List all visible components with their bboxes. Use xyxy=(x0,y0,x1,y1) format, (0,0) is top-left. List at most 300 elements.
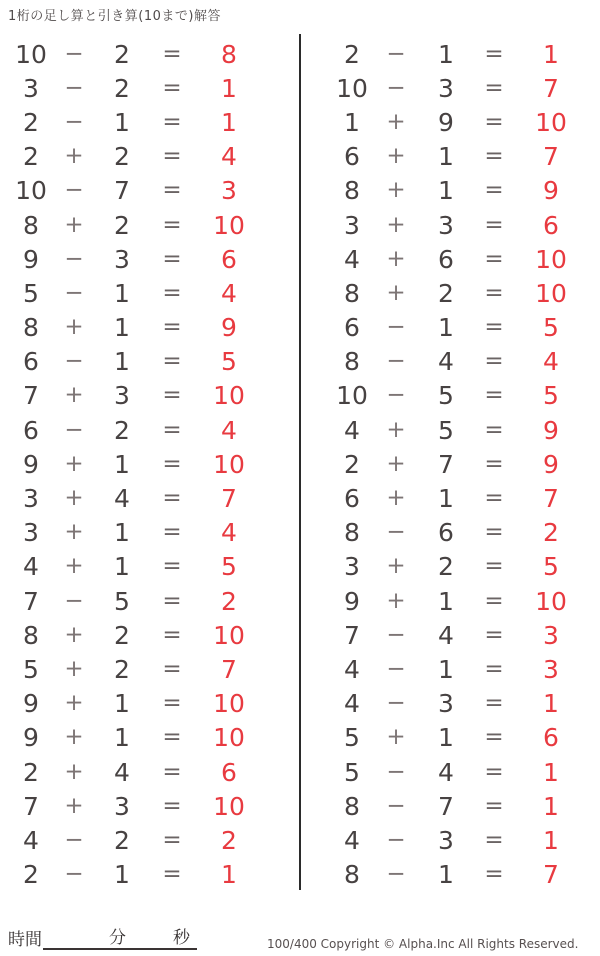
operand-a: 4 xyxy=(344,415,360,445)
problem-row xyxy=(8,550,264,584)
problem-row xyxy=(330,858,588,892)
operand-a: 7 xyxy=(23,586,39,616)
problem-row xyxy=(8,721,264,755)
operand-b: 2 xyxy=(114,825,130,855)
operand-a: 8 xyxy=(344,278,360,308)
equals-sign: = xyxy=(484,861,504,888)
operand-a: 6 xyxy=(344,142,360,172)
operator: + xyxy=(386,211,406,238)
operand-a: 9 xyxy=(23,244,39,274)
operator: + xyxy=(64,792,84,819)
operand-b: 2 xyxy=(438,278,454,308)
operand-b: 3 xyxy=(438,210,454,240)
time-blank-line xyxy=(43,926,197,950)
answer: 2 xyxy=(221,586,237,616)
operand-b: 4 xyxy=(114,757,130,787)
problem-row xyxy=(8,379,264,413)
problem-row xyxy=(330,823,588,857)
equals-sign: = xyxy=(484,74,504,101)
operand-a: 3 xyxy=(23,518,39,548)
equals-sign: = xyxy=(484,382,504,409)
problem-row xyxy=(330,721,588,755)
problem-row xyxy=(330,37,588,71)
equals-sign: = xyxy=(484,826,504,853)
answer: 3 xyxy=(543,654,559,684)
operand-b: 4 xyxy=(438,620,454,650)
operand-a: 7 xyxy=(23,791,39,821)
operator: − xyxy=(64,245,84,272)
equals-sign: = xyxy=(162,655,182,682)
operand-b: 1 xyxy=(438,484,454,514)
equals-sign: = xyxy=(162,450,182,477)
operator: − xyxy=(64,416,84,443)
problem-row xyxy=(8,345,264,379)
answer: 9 xyxy=(543,176,559,206)
operand-b: 5 xyxy=(114,586,130,616)
operand-b: 2 xyxy=(114,415,130,445)
equals-sign: = xyxy=(162,245,182,272)
operand-b: 1 xyxy=(114,552,130,582)
operand-b: 1 xyxy=(114,313,130,343)
operand-a: 4 xyxy=(344,689,360,719)
answer: 1 xyxy=(543,757,559,787)
problem-row xyxy=(330,105,588,139)
operator: + xyxy=(64,655,84,682)
answer: 10 xyxy=(213,381,245,411)
answer: 2 xyxy=(543,518,559,548)
answer: 7 xyxy=(543,860,559,890)
operand-a: 10 xyxy=(336,381,368,411)
equals-sign: = xyxy=(484,587,504,614)
equals-sign: = xyxy=(484,348,504,375)
operand-b: 2 xyxy=(438,552,454,582)
equals-sign: = xyxy=(484,485,504,512)
operand-b: 1 xyxy=(438,654,454,684)
operand-a: 4 xyxy=(344,244,360,274)
answer: 10 xyxy=(535,586,567,616)
operator: + xyxy=(64,450,84,477)
copyright-text: 100/400 Copyright © Alpha.Inc All Rights Reserved. xyxy=(267,937,579,951)
operand-b: 7 xyxy=(438,791,454,821)
equals-sign: = xyxy=(484,108,504,135)
operand-b: 1 xyxy=(114,723,130,753)
problem-row xyxy=(8,208,264,242)
time-label: 時間 xyxy=(8,930,42,950)
operand-a: 4 xyxy=(23,552,39,582)
problem-row xyxy=(330,789,588,823)
operand-b: 6 xyxy=(438,244,454,274)
operand-b: 1 xyxy=(114,347,130,377)
answer: 6 xyxy=(543,210,559,240)
problem-row xyxy=(8,858,264,892)
operand-b: 4 xyxy=(438,347,454,377)
operand-b: 1 xyxy=(114,107,130,137)
problem-row xyxy=(330,208,588,242)
operand-a: 6 xyxy=(344,484,360,514)
operand-a: 2 xyxy=(23,860,39,890)
equals-sign: = xyxy=(484,792,504,819)
problem-row xyxy=(8,652,264,686)
equals-sign: = xyxy=(162,587,182,614)
equals-sign: = xyxy=(484,314,504,341)
operand-a: 8 xyxy=(344,860,360,890)
answer: 10 xyxy=(213,449,245,479)
operand-a: 7 xyxy=(23,381,39,411)
answer: 10 xyxy=(213,723,245,753)
operand-b: 9 xyxy=(438,107,454,137)
operator: + xyxy=(386,553,406,580)
equals-sign: = xyxy=(162,143,182,170)
answer: 1 xyxy=(221,860,237,890)
answer: 6 xyxy=(221,244,237,274)
problem-row xyxy=(330,379,588,413)
equals-sign: = xyxy=(484,245,504,272)
operator: − xyxy=(386,690,406,717)
problem-row xyxy=(8,447,264,481)
answer: 7 xyxy=(543,142,559,172)
equals-sign: = xyxy=(162,485,182,512)
operand-b: 3 xyxy=(114,244,130,274)
operand-a: 9 xyxy=(23,689,39,719)
operator: + xyxy=(64,314,84,341)
equals-sign: = xyxy=(484,177,504,204)
problem-row xyxy=(330,687,588,721)
operator: + xyxy=(64,621,84,648)
answer: 2 xyxy=(221,825,237,855)
answer: 3 xyxy=(543,620,559,650)
problem-row xyxy=(330,584,588,618)
operator: − xyxy=(64,74,84,101)
problem-row xyxy=(8,140,264,174)
answer: 10 xyxy=(535,278,567,308)
operator: − xyxy=(386,826,406,853)
answer: 7 xyxy=(221,654,237,684)
answer: 5 xyxy=(543,381,559,411)
operand-b: 1 xyxy=(114,860,130,890)
operand-b: 1 xyxy=(438,39,454,69)
operand-a: 2 xyxy=(23,757,39,787)
operator: + xyxy=(386,245,406,272)
answer: 1 xyxy=(221,73,237,103)
answer: 4 xyxy=(221,518,237,548)
problem-row xyxy=(8,105,264,139)
answer: 1 xyxy=(543,791,559,821)
problem-row xyxy=(8,687,264,721)
equals-sign: = xyxy=(484,416,504,443)
operand-a: 10 xyxy=(15,39,47,69)
operator: − xyxy=(386,314,406,341)
operator: + xyxy=(386,485,406,512)
answer: 1 xyxy=(543,689,559,719)
answer: 4 xyxy=(543,347,559,377)
problem-row xyxy=(8,311,264,345)
answer: 10 xyxy=(213,620,245,650)
problems-column-right xyxy=(330,37,588,892)
operator: + xyxy=(386,416,406,443)
operand-a: 3 xyxy=(344,210,360,240)
operator: − xyxy=(386,519,406,546)
operand-a: 9 xyxy=(23,723,39,753)
column-divider-line xyxy=(299,34,301,890)
operand-a: 8 xyxy=(23,313,39,343)
answer: 7 xyxy=(221,484,237,514)
operator: − xyxy=(386,348,406,375)
answer: 4 xyxy=(221,142,237,172)
equals-sign: = xyxy=(484,621,504,648)
operator: − xyxy=(64,861,84,888)
operand-a: 4 xyxy=(344,654,360,684)
equals-sign: = xyxy=(162,348,182,375)
operator: + xyxy=(64,485,84,512)
operand-a: 2 xyxy=(344,39,360,69)
operand-b: 2 xyxy=(114,620,130,650)
page-title: 1桁の足し算と引き算(10まで)解答 xyxy=(8,9,221,24)
problem-row xyxy=(8,276,264,310)
operand-a: 3 xyxy=(23,73,39,103)
problem-row xyxy=(8,789,264,823)
operand-a: 10 xyxy=(15,176,47,206)
operator: + xyxy=(386,450,406,477)
equals-sign: = xyxy=(484,40,504,67)
problem-row xyxy=(330,447,588,481)
problem-row xyxy=(8,71,264,105)
answer: 3 xyxy=(221,176,237,206)
operator: − xyxy=(64,108,84,135)
operand-a: 9 xyxy=(344,586,360,616)
problem-row xyxy=(330,618,588,652)
operand-b: 3 xyxy=(114,381,130,411)
answer: 10 xyxy=(535,107,567,137)
problem-row xyxy=(8,584,264,618)
operator: − xyxy=(386,792,406,819)
equals-sign: = xyxy=(162,416,182,443)
operator: − xyxy=(386,758,406,785)
problem-row xyxy=(8,242,264,276)
equals-sign: = xyxy=(484,553,504,580)
operand-a: 3 xyxy=(23,484,39,514)
problem-row xyxy=(330,516,588,550)
operand-b: 3 xyxy=(114,791,130,821)
equals-sign: = xyxy=(484,143,504,170)
operand-b: 5 xyxy=(438,415,454,445)
answer: 4 xyxy=(221,278,237,308)
operator: + xyxy=(386,587,406,614)
problem-row xyxy=(8,755,264,789)
problem-row xyxy=(330,311,588,345)
operand-a: 6 xyxy=(344,313,360,343)
problem-row xyxy=(330,345,588,379)
operand-b: 7 xyxy=(438,449,454,479)
operand-a: 5 xyxy=(23,278,39,308)
problem-row xyxy=(330,140,588,174)
operand-b: 6 xyxy=(438,518,454,548)
equals-sign: = xyxy=(484,211,504,238)
equals-sign: = xyxy=(162,108,182,135)
operator: + xyxy=(64,211,84,238)
operator: + xyxy=(64,758,84,785)
operator: − xyxy=(386,655,406,682)
equals-sign: = xyxy=(484,724,504,751)
answer: 10 xyxy=(213,791,245,821)
problem-row xyxy=(8,413,264,447)
operand-a: 8 xyxy=(344,347,360,377)
operator: − xyxy=(386,382,406,409)
equals-sign: = xyxy=(162,211,182,238)
operand-a: 6 xyxy=(23,347,39,377)
problem-row xyxy=(330,242,588,276)
operand-b: 5 xyxy=(438,381,454,411)
operator: + xyxy=(64,143,84,170)
operand-b: 1 xyxy=(438,860,454,890)
problem-row xyxy=(8,481,264,515)
operator: + xyxy=(386,143,406,170)
operator: − xyxy=(386,40,406,67)
operator: + xyxy=(64,690,84,717)
operand-b: 1 xyxy=(438,313,454,343)
operator: − xyxy=(386,621,406,648)
operator: + xyxy=(64,519,84,546)
operator: + xyxy=(386,724,406,751)
answer: 1 xyxy=(543,825,559,855)
answer: 1 xyxy=(221,107,237,137)
operand-b: 2 xyxy=(114,210,130,240)
equals-sign: = xyxy=(162,861,182,888)
operator: − xyxy=(386,74,406,101)
operand-a: 5 xyxy=(344,757,360,787)
operand-b: 2 xyxy=(114,39,130,69)
operator: − xyxy=(64,177,84,204)
operand-a: 8 xyxy=(344,176,360,206)
answer: 5 xyxy=(221,347,237,377)
operand-a: 8 xyxy=(23,210,39,240)
problem-row xyxy=(330,550,588,584)
seconds-unit-label: 秒 xyxy=(173,928,190,948)
operand-a: 2 xyxy=(344,449,360,479)
answer: 7 xyxy=(543,484,559,514)
equals-sign: = xyxy=(484,279,504,306)
equals-sign: = xyxy=(162,314,182,341)
equals-sign: = xyxy=(162,826,182,853)
problem-row xyxy=(330,481,588,515)
operand-a: 2 xyxy=(23,142,39,172)
answer: 10 xyxy=(213,689,245,719)
time-entry-area xyxy=(8,926,197,950)
answer: 9 xyxy=(221,313,237,343)
equals-sign: = xyxy=(162,758,182,785)
equals-sign: = xyxy=(162,279,182,306)
operand-b: 1 xyxy=(114,449,130,479)
answer: 8 xyxy=(221,39,237,69)
operand-a: 7 xyxy=(344,620,360,650)
answer: 6 xyxy=(221,757,237,787)
problem-row xyxy=(330,174,588,208)
minutes-unit-label: 分 xyxy=(109,928,126,948)
operand-a: 4 xyxy=(344,825,360,855)
operand-a: 2 xyxy=(23,107,39,137)
answer: 6 xyxy=(543,723,559,753)
answer: 7 xyxy=(543,73,559,103)
problem-row xyxy=(8,37,264,71)
equals-sign: = xyxy=(484,519,504,546)
operand-a: 3 xyxy=(344,552,360,582)
answer: 10 xyxy=(535,244,567,274)
equals-sign: = xyxy=(162,553,182,580)
problem-row xyxy=(8,823,264,857)
equals-sign: = xyxy=(162,177,182,204)
operator: − xyxy=(386,861,406,888)
equals-sign: = xyxy=(162,621,182,648)
operand-b: 1 xyxy=(438,723,454,753)
answer: 5 xyxy=(543,313,559,343)
operand-b: 1 xyxy=(114,278,130,308)
answer: 9 xyxy=(543,415,559,445)
equals-sign: = xyxy=(484,655,504,682)
operand-a: 10 xyxy=(336,73,368,103)
operand-b: 2 xyxy=(114,654,130,684)
operand-b: 1 xyxy=(438,586,454,616)
operand-a: 9 xyxy=(23,449,39,479)
operator: + xyxy=(64,724,84,751)
problem-row xyxy=(330,413,588,447)
equals-sign: = xyxy=(162,40,182,67)
operand-b: 4 xyxy=(114,484,130,514)
operand-b: 1 xyxy=(438,142,454,172)
operand-a: 5 xyxy=(23,654,39,684)
answer: 1 xyxy=(543,39,559,69)
operator: + xyxy=(386,279,406,306)
operand-a: 4 xyxy=(23,825,39,855)
operator: + xyxy=(386,108,406,135)
operand-b: 1 xyxy=(114,518,130,548)
operator: + xyxy=(386,177,406,204)
operand-a: 1 xyxy=(344,107,360,137)
equals-sign: = xyxy=(162,792,182,819)
operand-b: 2 xyxy=(114,73,130,103)
operator: − xyxy=(64,279,84,306)
problem-row xyxy=(330,652,588,686)
operand-b: 7 xyxy=(114,176,130,206)
problems-column-left xyxy=(8,37,264,892)
equals-sign: = xyxy=(162,519,182,546)
equals-sign: = xyxy=(162,74,182,101)
operator: − xyxy=(64,587,84,614)
problem-row xyxy=(8,516,264,550)
operator: − xyxy=(64,40,84,67)
operand-a: 8 xyxy=(344,518,360,548)
operator: + xyxy=(64,382,84,409)
problem-row xyxy=(8,618,264,652)
operand-b: 1 xyxy=(114,689,130,719)
operand-b: 3 xyxy=(438,73,454,103)
answer: 5 xyxy=(543,552,559,582)
answer: 9 xyxy=(543,449,559,479)
equals-sign: = xyxy=(484,450,504,477)
operand-b: 1 xyxy=(438,176,454,206)
equals-sign: = xyxy=(484,758,504,785)
problem-row xyxy=(330,276,588,310)
operator: + xyxy=(64,553,84,580)
operand-a: 6 xyxy=(23,415,39,445)
answer: 10 xyxy=(213,210,245,240)
answer: 5 xyxy=(221,552,237,582)
problem-row xyxy=(8,174,264,208)
problem-row xyxy=(330,71,588,105)
operand-a: 8 xyxy=(23,620,39,650)
operand-b: 2 xyxy=(114,142,130,172)
answer: 4 xyxy=(221,415,237,445)
operand-a: 5 xyxy=(344,723,360,753)
operator: − xyxy=(64,826,84,853)
